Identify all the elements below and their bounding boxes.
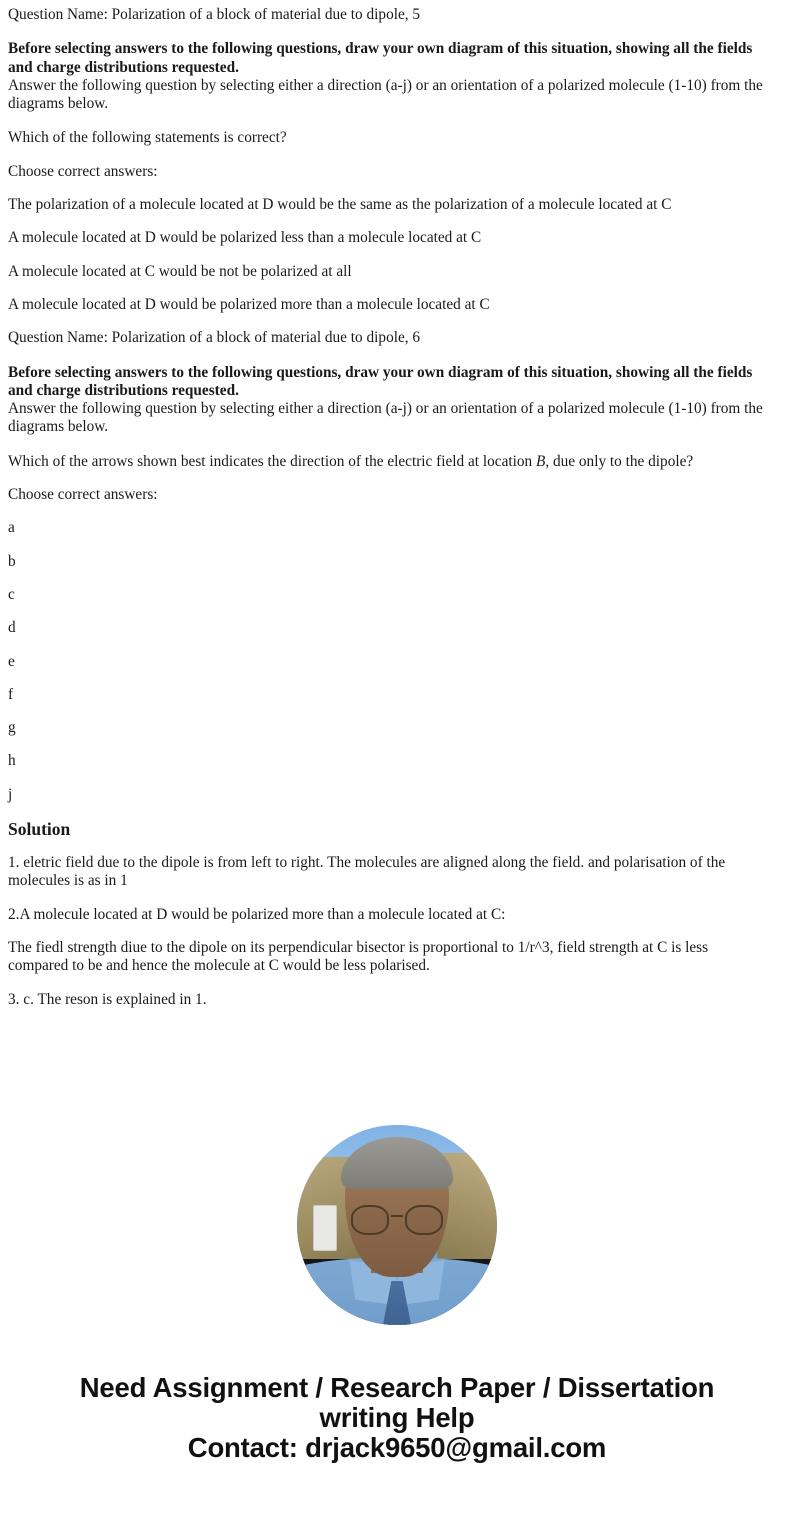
question-5-choice-4[interactable]: A molecule located at D would be polarized more than a molecule located at C (8, 295, 490, 313)
question-5-prompt: Which of the following statements is correct? (8, 129, 287, 147)
promo-contact-email: Contact: drjack9650@gmail.com (187, 1431, 607, 1463)
spacer (8, 839, 776, 854)
question-5-choice-2[interactable]: A molecule located at D would be polarized less than a molecule located at C (8, 229, 482, 247)
spacer (8, 471, 776, 486)
spacer (8, 671, 776, 686)
solution-heading: Solution (8, 819, 71, 840)
solution-paragraph-1: 1. eletric field due to the dipole is from left to right. The molecules are aligned along the field. and polarisation of the molecules is as in 1 (8, 854, 726, 890)
question-6-prompt-location-label: B (535, 452, 546, 470)
spacer (8, 504, 776, 519)
question-6-name: Question Name: Polarization of a block of material due to dipole, 6 (8, 329, 421, 347)
question-6-choice-f[interactable]: f (8, 685, 14, 703)
spacer (8, 704, 776, 719)
spacer (8, 348, 776, 364)
spacer (8, 281, 776, 296)
question-6-prompt-part1: Which of the arrows shown best indicates the direction of the electric field at location (8, 452, 536, 470)
spacer (8, 638, 776, 653)
spacer (8, 891, 776, 906)
question-6-instruction-bold: Before selecting answers to the following questions, draw your own diagram of this situation, showing all the fields and charge distributions requested. (8, 363, 753, 399)
question-6-choice-a[interactable]: a (8, 519, 15, 537)
spacer (8, 437, 776, 453)
question-6-choice-d[interactable]: d (8, 619, 16, 637)
spacer (8, 571, 776, 586)
question-6-prompt-part2: , due only to the dipole? (545, 452, 694, 470)
question-6-choice-b[interactable]: b (8, 552, 16, 570)
solution-paragraph-3: The fiedl strength diue to the dipole on its perpendicular bisector is proportional to 1/r^3, field strength at C is less compared to be and hence the molecule at C would be less polarised. (8, 938, 709, 975)
question-5-instruction-bold: Before selecting answers to the following questions, draw your own diagram of this situation, showing all the fields and charge distributions requested. (8, 40, 753, 76)
question-6-instruction-plain: Answer the following question by selecting either a direction (a-j) or an orientation of a polarized molecule (1-10) from the diagrams below. (8, 400, 763, 436)
avatar-container (0, 1125, 794, 1325)
spacer (8, 737, 776, 752)
question-6-prompt (8, 453, 776, 471)
spacer (8, 924, 776, 939)
question-5-choose-label: Choose correct answers: (8, 162, 158, 180)
spacer (8, 148, 776, 163)
question-6-choice-c[interactable]: c (8, 585, 15, 603)
spacer (8, 538, 776, 553)
avatar-eyeglass-right (405, 1205, 443, 1235)
question-6-choice-e[interactable]: e (8, 652, 15, 670)
promo-footer (0, 1373, 794, 1463)
spacer (8, 181, 776, 196)
avatar (297, 1125, 497, 1325)
spacer (8, 604, 776, 619)
solution-paragraph-2: 2.A molecule located at D would be polarized more than a molecule located at C: (8, 905, 506, 923)
promo-line-1: Need Assignment / Research Paper / Dissertation (79, 1371, 715, 1403)
spacer (8, 771, 776, 786)
spacer (8, 976, 776, 991)
avatar-eyeglass-left (351, 1205, 389, 1235)
question-5-choice-1[interactable]: The polarization of a molecule located at D would be the same as the polarization of a molecule located at C (8, 196, 672, 214)
question-5-name: Question Name: Polarization of a block of material due to dipole, 5 (8, 6, 421, 23)
question-5-choice-3[interactable]: A molecule located at C would be not be polarized at all (8, 262, 352, 280)
solution-paragraph-4: 3. c. The reson is explained in 1. (8, 990, 207, 1008)
avatar-eyeglass-bridge (391, 1215, 403, 1217)
avatar-background-switch-plate (313, 1205, 337, 1251)
question-6-choice-j[interactable]: j (8, 785, 13, 803)
spacer (8, 804, 776, 819)
question-6-choice-g[interactable]: g (8, 719, 16, 737)
spacer (8, 113, 776, 129)
spacer (8, 24, 776, 40)
spacer (8, 314, 776, 329)
question-6-choice-h[interactable]: h (8, 752, 16, 770)
spacer (8, 248, 776, 263)
spacer (8, 214, 776, 229)
promo-line-2: writing Help (319, 1401, 475, 1433)
question-6-choose-label: Choose correct answers: (8, 486, 158, 504)
question-5-instruction-plain: Answer the following question by selecting either a direction (a-j) or an orientation of a polarized molecule (1-10) from the diagrams below. (8, 76, 763, 113)
